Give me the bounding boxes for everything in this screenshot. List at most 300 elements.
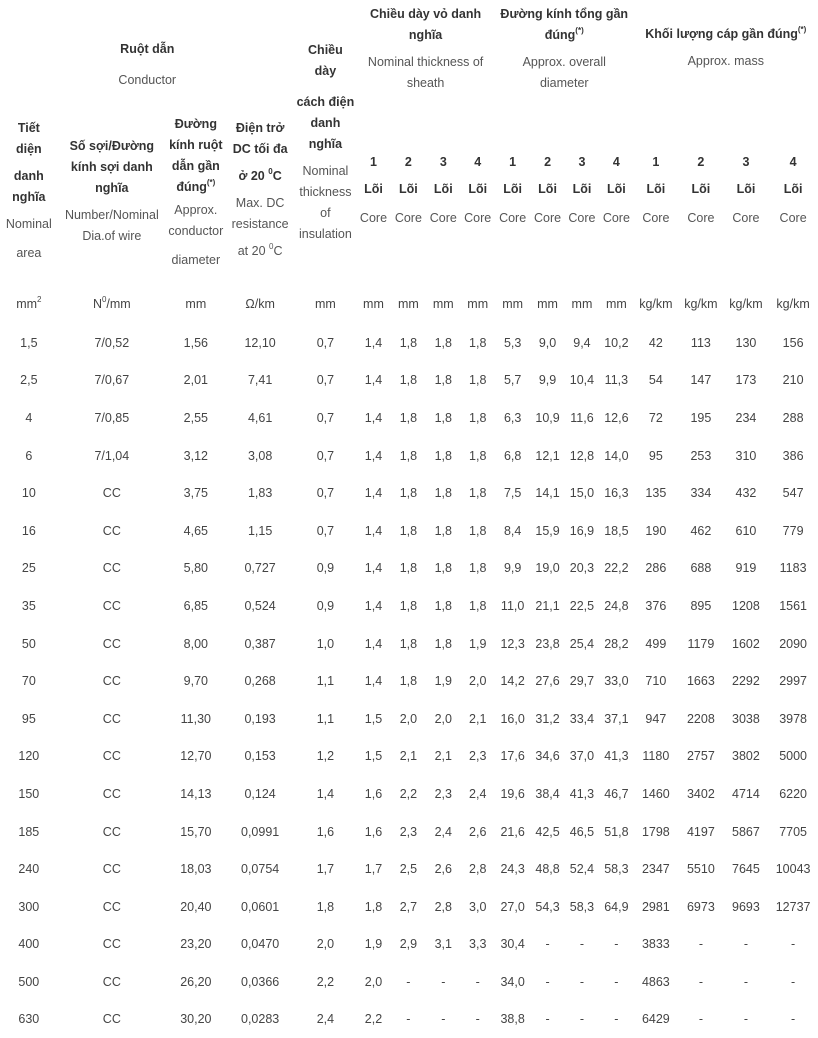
cell-cond-dia: 9,70: [183, 674, 209, 689]
cell-sheath-1: 1,5: [364, 749, 383, 764]
cell-overall-dia-1: 9,9: [503, 561, 522, 576]
conductor-header-vi: Ruột dẫn: [120, 42, 175, 56]
cond-dia-header-vi-2: kính ruột: [169, 138, 223, 152]
unit-mass-1: kg/km: [639, 297, 673, 311]
cell-sheath-3: 1,8: [434, 561, 452, 576]
unit-insulation: mm: [314, 297, 336, 311]
cell-resistance: 0,387: [244, 636, 276, 651]
cell-mass-1: 42: [648, 335, 663, 350]
cell-insulation: 1,8: [316, 899, 335, 914]
cond-dia-header-vi-1: Đường: [174, 117, 217, 131]
cell-insulation: 0,9: [316, 561, 335, 576]
cell-mass-4: -: [791, 1012, 796, 1027]
cell-mass-1: 95: [648, 448, 663, 463]
cell-mass-2: -: [698, 974, 703, 989]
cell-insulation: 0,7: [316, 410, 335, 425]
cell-insulation: 1,6: [316, 824, 335, 839]
cell-mass-1: 1180: [642, 749, 670, 764]
table-row: [0, 926, 818, 964]
cell-overall-dia-1: 7,5: [503, 486, 522, 501]
cell-mass-1: 4863: [641, 974, 670, 989]
cell-overall-dia-2: 31,2: [535, 711, 560, 726]
area-header: [0, 121, 58, 284]
cell-overall-dia-3: 15,0: [569, 486, 595, 501]
cell-sheath-3: 2,1: [434, 749, 452, 764]
insulation-header-vi-4: danh: [310, 115, 341, 130]
cell-sheath-4: 2,8: [469, 862, 487, 877]
cell-overall-dia-1: 8,4: [503, 523, 522, 538]
cell-mass-1: 376: [645, 598, 667, 613]
cell-wire: CC: [102, 561, 121, 576]
cell-mass-2: 895: [690, 598, 712, 613]
cell-overall-dia-3: -: [579, 937, 585, 952]
cell-sheath-2: 1,8: [399, 335, 418, 350]
cell-mass-3: 1602: [732, 636, 760, 651]
cell-sheath-1: 1,4: [364, 410, 383, 425]
cond-dia-header-en-2: conductor: [168, 224, 224, 238]
overall-dia-group-header: [495, 0, 634, 144]
cell-overall-dia-1: 38,8: [500, 1012, 525, 1027]
cell-sheath-3: 2,4: [434, 824, 452, 839]
table-row: [0, 399, 818, 437]
cell-sheath-2: 1,8: [399, 373, 418, 388]
cell-area: 2,5: [20, 373, 38, 388]
cell-mass-3: -: [743, 1012, 749, 1027]
cell-sheath-3: 1,8: [434, 448, 452, 463]
insulation-header-en-3: of: [320, 205, 331, 220]
cell-overall-dia-1: 24,3: [500, 862, 525, 877]
cell-mass-1: 54: [648, 373, 663, 388]
cell-overall-dia-1: 19,6: [500, 786, 525, 801]
cell-resistance: 0,727: [244, 561, 276, 576]
cell-sheath-1: 1,4: [364, 335, 383, 350]
cell-resistance: 0,193: [244, 711, 276, 726]
cell-overall-dia-4: 14,0: [604, 448, 629, 463]
resistance-header-en-2: resistance: [231, 217, 289, 231]
sheath-group-header: [356, 0, 495, 144]
table-row: [0, 474, 818, 512]
cell-resistance: 0,0283: [241, 1012, 280, 1027]
wire-header-vi-1: Số sợi/Đường: [69, 139, 155, 153]
cell-resistance: 0,0991: [241, 824, 280, 839]
cell-resistance: 0,268: [244, 674, 276, 689]
wire-header-en-1: Number/Nominal: [64, 208, 159, 222]
cell-overall-dia-4: 46,7: [604, 786, 629, 801]
overall-core-1-header: 1 Lõi Core: [499, 155, 527, 225]
cell-mass-1: 6429: [641, 1012, 670, 1027]
cell-wire: CC: [102, 786, 121, 801]
cell-mass-2: 2757: [686, 749, 715, 764]
cell-mass-1: 1798: [641, 824, 670, 839]
cell-mass-2: 195: [690, 410, 712, 425]
insulation-header-vi-1: Chiều: [308, 42, 343, 57]
cell-overall-dia-2: 15,9: [535, 523, 560, 538]
cell-mass-4: 6220: [779, 786, 807, 801]
cell-sheath-4: 2,6: [469, 824, 487, 839]
cell-overall-dia-2: 42,5: [535, 824, 560, 839]
cell-sheath-4: 2,3: [469, 749, 487, 764]
table-row: [0, 550, 818, 588]
cell-overall-dia-1: 16,0: [500, 711, 525, 726]
cell-overall-dia-4: 10,2: [604, 335, 629, 350]
cell-overall-dia-1: 21,6: [500, 824, 525, 839]
unit-sheath-1: mm: [363, 297, 384, 311]
cell-resistance: 12,10: [244, 335, 276, 350]
cell-sheath-2: 1,8: [399, 636, 418, 651]
cell-resistance: 0,153: [244, 749, 276, 764]
cell-mass-4: 1183: [779, 561, 807, 576]
cell-sheath-1: 1,4: [364, 448, 383, 463]
cell-mass-3: 234: [735, 410, 757, 425]
cell-wire: 7/0,85: [94, 410, 130, 425]
cell-cond-dia: 18,03: [180, 862, 212, 877]
cell-sheath-4: 1,8: [469, 561, 487, 576]
resistance-header-vi-3: ở 20 $^0$C: [238, 167, 282, 183]
cell-resistance: 3,08: [247, 448, 273, 463]
cell-mass-2: -: [698, 1012, 703, 1027]
cell-mass-3: 1208: [732, 598, 760, 613]
cell-insulation: 0,7: [316, 523, 335, 538]
cell-sheath-2: 1,8: [399, 448, 418, 463]
cell-area: 4: [25, 410, 33, 425]
table-row: [0, 850, 818, 888]
cond-dia-header-en-3: diameter: [171, 253, 221, 267]
cell-overall-dia-3: 52,4: [569, 862, 595, 877]
cell-insulation: 2,2: [316, 974, 335, 989]
mass-group-header: [634, 0, 818, 144]
cell-mass-1: 2347: [641, 862, 670, 877]
resistance-header-vi-1: Điện trở: [235, 121, 285, 135]
cell-mass-4: 547: [782, 486, 804, 501]
cell-resistance: 0,0366: [241, 974, 280, 989]
cell-insulation: 0,7: [316, 486, 335, 501]
sheath-header-vi-2: nghĩa: [408, 28, 443, 42]
cell-mass-4: 210: [782, 373, 804, 388]
cell-mass-3: 3802: [732, 749, 760, 764]
cell-overall-dia-2: 27,6: [535, 674, 560, 689]
cell-mass-1: 135: [645, 486, 667, 501]
overall-header-en-2: diameter: [539, 76, 589, 90]
unit-cond-dia: mm: [185, 297, 207, 311]
unit-mass-2: kg/km: [684, 297, 718, 311]
cell-sheath-1: 1,6: [364, 824, 383, 839]
wire-header-vi-2: kính sợi danh: [70, 160, 153, 174]
unit-overall-3: mm: [571, 297, 593, 311]
cell-insulation: 1,4: [316, 786, 335, 801]
table-row: [0, 324, 818, 362]
cell-sheath-1: 2,2: [364, 1012, 383, 1027]
cell-cond-dia: 3,75: [183, 486, 209, 501]
cell-sheath-3: -: [441, 1012, 446, 1027]
unit-resistance: Ω/km: [245, 297, 275, 311]
cell-sheath-2: 2,0: [399, 711, 418, 726]
cell-mass-4: 288: [782, 410, 804, 425]
cell-overall-dia-4: 16,3: [604, 486, 629, 501]
cell-resistance: 4,61: [247, 410, 273, 425]
cell-area: 120: [18, 749, 40, 764]
cell-sheath-3: 2,3: [434, 786, 452, 801]
cell-mass-4: 1561: [779, 598, 807, 613]
unit-mass-3: kg/km: [729, 297, 763, 311]
cell-sheath-2: 2,3: [399, 824, 418, 839]
cell-resistance: 0,0470: [241, 937, 280, 952]
cell-mass-4: 10043: [775, 862, 811, 877]
cell-resistance: 7,41: [247, 373, 273, 388]
cell-sheath-2: -: [406, 1012, 411, 1027]
area-header-vi-3: danh: [13, 169, 44, 183]
cell-sheath-4: 3,0: [469, 899, 487, 914]
cell-resistance: 0,0601: [241, 899, 280, 914]
cell-wire: 7/0,52: [94, 335, 130, 350]
cell-overall-dia-3: 41,3: [569, 786, 595, 801]
cell-sheath-1: 2,0: [364, 974, 383, 989]
cell-mass-1: 72: [648, 410, 663, 425]
unit-sheath-3: mm: [432, 297, 454, 311]
cell-sheath-3: 1,8: [434, 335, 452, 350]
cell-cond-dia: 8,00: [183, 636, 209, 651]
table-header: [0, 0, 818, 324]
cell-overall-dia-2: 23,8: [535, 636, 560, 651]
unit-overall-4: mm: [605, 297, 627, 311]
cell-sheath-1: 1,4: [364, 598, 383, 613]
cell-overall-dia-2: 48,8: [535, 862, 560, 877]
cell-sheath-1: 1,4: [364, 674, 383, 689]
cell-sheath-1: 1,4: [364, 373, 383, 388]
wire-header-en-2: Dia.of wire: [82, 229, 142, 243]
sheath-header-en-1: Nominal thickness of: [367, 55, 484, 69]
cond-dia-header: [166, 117, 226, 284]
cell-overall-dia-1: 5,3: [503, 335, 522, 350]
cell-mass-3: 7645: [732, 862, 760, 877]
cell-insulation: 2,4: [316, 1012, 335, 1027]
cell-sheath-1: 1,4: [364, 523, 383, 538]
cell-sheath-1: 1,8: [364, 899, 383, 914]
cell-sheath-2: 1,8: [399, 561, 418, 576]
cell-wire: CC: [102, 636, 121, 651]
cell-overall-dia-2: 9,0: [538, 335, 557, 350]
cell-sheath-1: 1,7: [364, 862, 383, 877]
cond-dia-header-vi-3: dẫn gần: [171, 159, 220, 173]
cell-overall-dia-2: -: [545, 974, 550, 989]
table-row: [0, 963, 818, 1001]
area-header-vi-4: nghĩa: [12, 190, 46, 204]
sheath-header-en-2: sheath: [406, 76, 445, 90]
cell-sheath-2: 1,8: [399, 598, 418, 613]
cell-mass-3: 432: [735, 486, 757, 501]
cell-sheath-3: 3,1: [434, 937, 452, 952]
cell-cond-dia: 1,56: [183, 335, 209, 350]
insulation-header-en-2: thickness: [299, 184, 352, 199]
cell-sheath-2: 1,8: [399, 674, 418, 689]
cell-sheath-2: 2,9: [399, 937, 418, 952]
insulation-header-vi-3: cách điện: [296, 94, 355, 109]
cell-insulation: 2,0: [316, 937, 335, 952]
cell-sheath-3: 2,8: [434, 899, 452, 914]
cell-overall-dia-1: 12,3: [500, 636, 525, 651]
cell-sheath-4: 2,1: [469, 711, 487, 726]
cell-overall-dia-2: 10,9: [535, 410, 560, 425]
units-row: [0, 284, 818, 324]
area-header-en-2: area: [16, 246, 42, 260]
overall-header-en-1: Approx. overall: [522, 55, 606, 69]
cell-overall-dia-3: -: [579, 1012, 585, 1027]
cell-sheath-2: 2,5: [399, 862, 418, 877]
cell-overall-dia-4: 51,8: [604, 824, 629, 839]
sheath-core-1-header: 1 Lõi Core: [359, 155, 388, 225]
sheath-core-3-header: 3 Lõi Core: [429, 155, 457, 225]
cell-area: 630: [18, 1012, 40, 1027]
unit-overall-2: mm: [537, 297, 558, 311]
cell-sheath-3: 2,6: [434, 862, 452, 877]
cell-area: 185: [18, 824, 40, 839]
cell-sheath-4: 1,8: [469, 598, 487, 613]
cell-overall-dia-4: 24,8: [604, 598, 629, 613]
overall-core-3-header: 3 Lõi Core: [568, 155, 596, 225]
cell-mass-2: 253: [690, 448, 712, 463]
cell-overall-dia-3: 25,4: [569, 636, 595, 651]
cell-mass-1: 710: [645, 674, 667, 689]
cell-mass-3: -: [743, 974, 749, 989]
cell-overall-dia-4: -: [614, 974, 619, 989]
cell-mass-2: 2208: [686, 711, 715, 726]
table-row: [0, 362, 818, 400]
cell-overall-dia-3: 22,5: [569, 598, 595, 613]
cell-overall-dia-1: 14,2: [500, 674, 525, 689]
cell-mass-4: 3978: [779, 711, 807, 726]
cell-mass-3: 4714: [732, 786, 760, 801]
cell-overall-dia-2: 19,0: [535, 561, 560, 576]
cell-sheath-2: 1,8: [399, 410, 418, 425]
cell-overall-dia-3: 9,4: [573, 335, 591, 350]
cell-area: 25: [21, 561, 36, 576]
mass-core-1-header: 1 Lõi Core: [642, 155, 670, 225]
cell-mass-2: 113: [690, 335, 711, 350]
cell-overall-dia-2: 9,9: [538, 373, 557, 388]
conductor-header-en: Conductor: [118, 73, 177, 87]
cell-overall-dia-4: 64,9: [604, 899, 629, 914]
cell-sheath-4: 1,8: [469, 335, 487, 350]
cell-area: 500: [18, 974, 40, 989]
cell-overall-dia-1: 27,0: [500, 899, 525, 914]
cell-sheath-3: 1,8: [434, 486, 452, 501]
cell-insulation: 1,1: [316, 674, 335, 689]
cell-wire: CC: [102, 937, 121, 952]
cell-overall-dia-4: 28,2: [604, 636, 629, 651]
cell-area: 10: [21, 486, 36, 501]
cell-sheath-1: 1,4: [364, 636, 383, 651]
table-row: [0, 775, 818, 813]
cell-mass-2: 1179: [687, 636, 715, 651]
cell-sheath-1: 1,4: [364, 561, 383, 576]
cell-sheath-4: 3,3: [469, 937, 487, 952]
cell-cond-dia: 12,70: [180, 749, 212, 764]
cell-insulation: 0,9: [316, 598, 335, 613]
insulation-header: [295, 0, 357, 284]
wire-header-vi-3: nghĩa: [95, 181, 129, 195]
overall-core-4-header: 4 Lõi Core: [602, 155, 630, 225]
cell-overall-dia-2: 21,1: [535, 598, 560, 613]
cell-wire: CC: [102, 974, 121, 989]
cell-overall-dia-4: 22,2: [604, 561, 629, 576]
cell-mass-1: 499: [645, 636, 667, 651]
cell-sheath-1: 1,4: [364, 486, 383, 501]
cond-dia-header-en-1: Approx.: [174, 203, 218, 217]
cell-overall-dia-4: 11,3: [604, 373, 629, 388]
resistance-header: [226, 121, 295, 284]
cell-sheath-3: 1,8: [434, 410, 452, 425]
cell-overall-dia-3: 10,4: [569, 373, 595, 388]
cell-overall-dia-2: 14,1: [535, 486, 560, 501]
cell-area: 50: [21, 636, 36, 651]
cell-wire: CC: [102, 711, 121, 726]
table-row: [0, 1001, 818, 1038]
cell-overall-dia-4: 37,1: [604, 711, 629, 726]
cell-insulation: 0,7: [316, 335, 335, 350]
unit-sheath-2: mm: [397, 297, 419, 311]
cell-resistance: 0,524: [244, 598, 276, 613]
cell-sheath-1: 1,6: [364, 786, 383, 801]
area-header-vi-2: diện: [15, 142, 42, 156]
table-row: [0, 700, 818, 738]
cell-area: 95: [21, 711, 36, 726]
cell-sheath-2: 2,1: [399, 749, 418, 764]
cell-mass-1: 286: [645, 561, 667, 576]
cell-overall-dia-2: 38,4: [535, 786, 560, 801]
resistance-header-en-3: at 20 $^0$C: [237, 242, 283, 258]
cell-insulation: 1,0: [316, 636, 335, 651]
cell-mass-3: 919: [735, 561, 757, 576]
cell-wire: CC: [102, 523, 121, 538]
cell-mass-3: 2292: [732, 674, 760, 689]
cell-wire: 7/0,67: [94, 373, 130, 388]
cell-mass-4: 7705: [779, 824, 807, 839]
cell-overall-dia-3: -: [579, 974, 585, 989]
mass-core-4-header: 4 Lõi Core: [779, 155, 807, 225]
cell-overall-dia-3: 20,3: [569, 561, 595, 576]
unit-area: $mm^2$: [16, 295, 42, 311]
cell-insulation: 0,7: [316, 373, 335, 388]
cell-resistance: 1,83: [247, 486, 273, 501]
cell-cond-dia: 2,01: [183, 373, 209, 388]
cell-overall-dia-2: -: [545, 1012, 550, 1027]
mass-header-en: Approx. mass: [687, 54, 764, 68]
cell-resistance: 1,15: [247, 523, 273, 538]
unit-mass-4: kg/km: [776, 297, 810, 311]
cell-overall-dia-2: 54,3: [535, 899, 560, 914]
cell-mass-1: 1460: [641, 786, 670, 801]
cell-overall-dia-3: 58,3: [569, 899, 595, 914]
cell-cond-dia: 20,40: [180, 899, 212, 914]
cell-cond-dia: 2,55: [183, 410, 209, 425]
cell-overall-dia-3: 29,7: [569, 674, 595, 689]
cell-mass-4: 386: [782, 448, 804, 463]
cell-mass-2: -: [698, 937, 703, 952]
resistance-header-en-1: Max. DC: [235, 196, 285, 210]
cell-sheath-1: 1,5: [364, 711, 383, 726]
cell-sheath-4: 1,8: [469, 486, 487, 501]
cell-overall-dia-1: 30,4: [500, 937, 525, 952]
table-row: [0, 625, 818, 663]
cell-overall-dia-3: 12,8: [569, 448, 595, 463]
table-body: [0, 324, 818, 1038]
table-row: [0, 512, 818, 550]
cell-sheath-3: 1,8: [434, 636, 452, 651]
cell-mass-3: 9693: [732, 899, 760, 914]
cell-sheath-2: 2,7: [399, 899, 418, 914]
cell-mass-2: 1663: [686, 674, 715, 689]
cell-mass-2: 6973: [686, 899, 715, 914]
cell-mass-3: 610: [735, 523, 757, 538]
